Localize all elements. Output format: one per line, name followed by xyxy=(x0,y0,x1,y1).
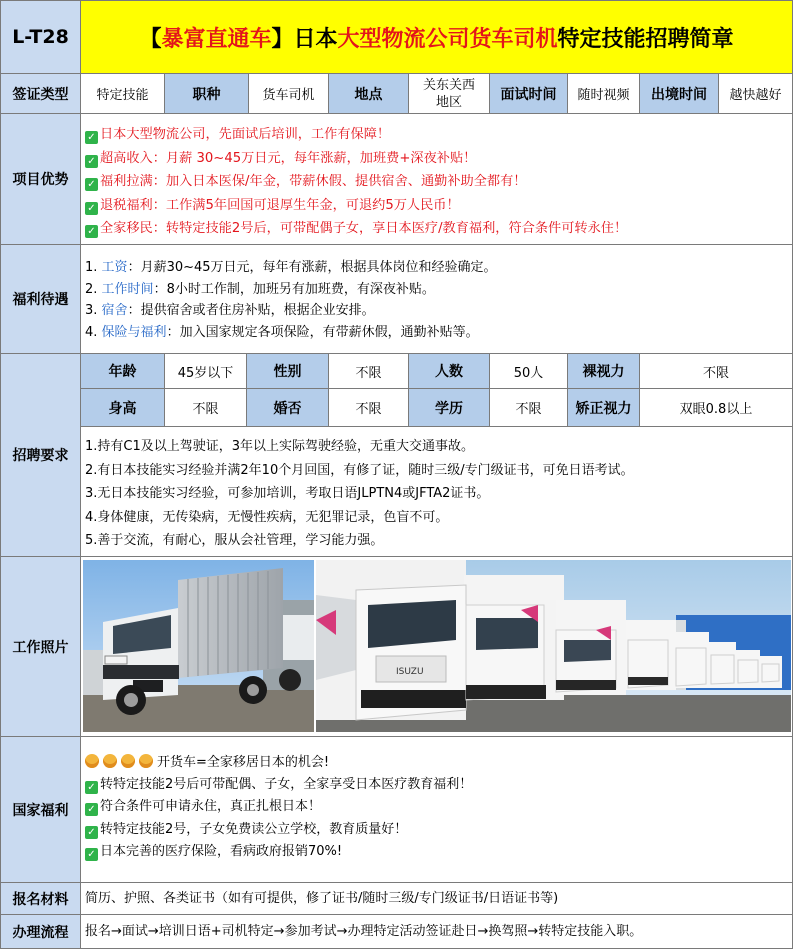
checkmark-icon: ✓ xyxy=(85,131,98,144)
marital-status-value: 不限 xyxy=(329,389,409,427)
list-item: ✓ 转特定技能2号，子女免费读公立学校，教育质量好！ xyxy=(85,819,792,841)
uncorrected-vision-value: 不限 xyxy=(640,354,793,389)
title-part-3: 】日本 xyxy=(271,26,338,52)
photos-label: 工作照片 xyxy=(0,557,81,737)
list-item: 4.身体健康，无传染病，无慢性疾病，无犯罪记录，色盲不可。 xyxy=(85,509,449,525)
materials-label: 报名材料 xyxy=(0,883,81,915)
job-type-value: 货车司机 xyxy=(249,74,329,114)
benefits-label: 福利待遇 xyxy=(0,245,81,354)
list-item: 5.善于交流，有耐心，服从会社管理，学习能力强。 xyxy=(85,533,384,549)
age-label: 年龄 xyxy=(81,354,165,389)
checkmark-icon: ✓ xyxy=(85,178,98,191)
height-label: 身高 xyxy=(81,389,165,427)
title-banner xyxy=(81,0,793,74)
emoji-face-icon xyxy=(103,754,117,768)
corrected-vision-value: 双眼0.8以上 xyxy=(640,389,793,427)
list-item: 1. 工资：月薪30~45万日元，每年有涨薪，根据具体岗位和经验确定。 xyxy=(85,260,497,275)
list-item: 2. 工作时间：8小时工作制，加班另有加班费，有深夜补贴。 xyxy=(85,281,435,297)
truck-photo-1 xyxy=(83,560,314,732)
list-item: 3.无日本技能实习经验，可参加培训，考取日语JLPTN4或JFTA2证书。 xyxy=(85,486,490,502)
list-item: ✓ 符合条件可申请永住，真正扎根日本！ xyxy=(85,796,792,818)
checkmark-icon: ✓ xyxy=(85,781,98,794)
national-welfare-list xyxy=(81,737,793,883)
national-welfare-label: 国家福利 xyxy=(0,737,81,883)
uncorrected-vision-label: 裸视力 xyxy=(568,354,640,389)
emoji-face-icon xyxy=(121,754,135,768)
education-value: 不限 xyxy=(490,389,568,427)
list-item: 1.持有C1及以上驾驶证，3年以上实际驾驶经验，无重大交通事故。 xyxy=(85,439,475,454)
corrected-vision-label: 矫正视力 xyxy=(568,389,640,427)
requirements-list xyxy=(81,427,793,557)
list-item: ✓ 转特定技能2号后可带配偶、子女，全家享受日本医疗教育福利！ xyxy=(85,774,792,796)
location-value xyxy=(409,74,490,114)
list-item: ✓ 日本完善的医疗保险，看病政府报销70%! xyxy=(85,841,792,863)
title-part-2: 暴富直通车 xyxy=(161,26,272,52)
list-item: ✓ 福利拉满：加入日本医保/年金，带薪休假、提供宿舍、通勤补助全都有！ xyxy=(85,170,792,194)
title-part-1: 【 xyxy=(139,26,162,52)
checkmark-icon: ✓ xyxy=(85,155,98,168)
interview-time-label: 面试时间 xyxy=(490,74,568,114)
process-value: 报名→面试→培训日语+司机特定→参加考试→办理特定活动签证赴日→换驾照→转特定技能入职。 xyxy=(81,915,793,949)
emoji-face-icon xyxy=(139,754,153,768)
location-value-line-2: 地区 xyxy=(435,94,462,110)
location-value-line-1: 关东关西 xyxy=(422,77,475,93)
education-label: 学历 xyxy=(409,389,490,427)
advantages-label: 项目优势 xyxy=(0,114,81,245)
list-item: ✓ 日本大型物流公司，先面试后培训，工作有保障！ xyxy=(85,123,792,147)
title-part-5: 特定技能招聘简章 xyxy=(557,26,734,52)
title-part-4: 大型物流公司货车司机 xyxy=(337,26,558,52)
code-cell xyxy=(0,0,81,74)
list-item: ✓ 全家移民：转特定技能2号后，可带配偶子女，享日本医疗/教育福利，符合条件可转永住！ xyxy=(85,217,792,241)
job-type-label: 职种 xyxy=(165,74,249,114)
benefits-list xyxy=(81,245,793,354)
list-item: ✓ 退税福利：工作满5年回国可退厚生年金，可退约5万人民币！ xyxy=(85,194,792,218)
list-item: 2.有日本技能实习经验并满2年10个月回国，有修了证，随时三级/专门级证书，可免日语考试。 xyxy=(85,462,634,478)
age-value: 45岁以下 xyxy=(165,354,247,389)
isuzu-logo-text: ISUZU xyxy=(396,667,424,677)
headcount-label: 人数 xyxy=(409,354,490,389)
checkmark-icon: ✓ xyxy=(85,202,98,215)
checkmark-icon: ✓ xyxy=(85,848,98,861)
advantages-list xyxy=(81,114,793,245)
exit-time-label: 出境时间 xyxy=(640,74,719,114)
materials-value: 简历、护照、各类证书（如有可提供，修了证书/随时三级/专门级证书/日语证书等) xyxy=(81,883,793,915)
list-item: 3. 宿舍：提供宿舍或者住房补贴，根据企业安排。 xyxy=(85,303,375,318)
location-label: 地点 xyxy=(329,74,409,114)
headcount-value: 50人 xyxy=(490,354,568,389)
gender-label: 性别 xyxy=(247,354,329,389)
exit-time-value: 越快越好 xyxy=(719,74,793,114)
visa-type-label: 签证类型 xyxy=(0,74,81,114)
checkmark-icon: ✓ xyxy=(85,225,98,238)
code-text: L-T28 xyxy=(12,26,69,48)
checkmark-icon: ✓ xyxy=(85,826,98,839)
height-value: 不限 xyxy=(165,389,247,427)
checkmark-icon: ✓ xyxy=(85,803,98,816)
emoji-face-icon xyxy=(85,754,99,768)
list-item: 开货车=全家移居日本的机会! xyxy=(85,752,792,774)
list-item: 4. 保险与福利：加入国家规定各项保险，有带薪休假，通勤补贴等。 xyxy=(85,324,479,340)
marital-status-label: 婚否 xyxy=(247,389,329,427)
process-label: 办理流程 xyxy=(0,915,81,949)
interview-time-value: 随时视频 xyxy=(568,74,640,114)
list-item: ✓ 超高收入：月薪 30~45万日元，每年涨薪，加班费+深夜补贴！ xyxy=(85,147,792,171)
truck-fleet-photo xyxy=(316,560,791,732)
gender-value: 不限 xyxy=(329,354,409,389)
visa-type-value: 特定技能 xyxy=(81,74,165,114)
requirements-label: 招聘要求 xyxy=(0,354,81,557)
